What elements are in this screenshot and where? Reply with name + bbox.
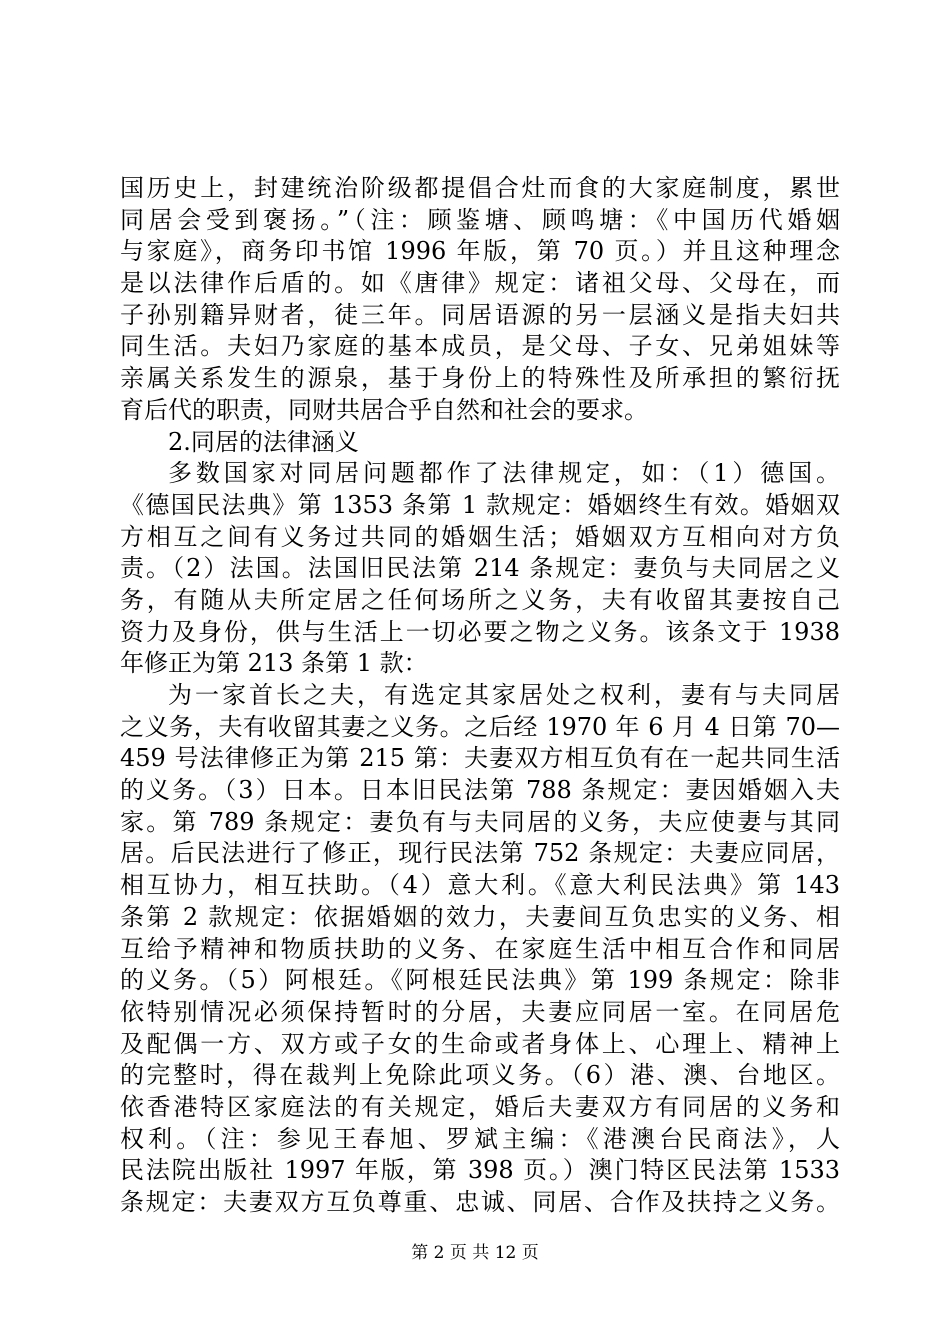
text-line: 的义务。（3）日本。日本旧民法第 788 条规定：妻因婚姻入夫 [120, 776, 840, 805]
body-text [120, 173, 840, 1219]
text-line: 家。第 789 条规定：妻负有与夫同居的义务，夫应使妻与其同 [120, 807, 840, 836]
text-line: 之义务，夫有收留其妻之义务。之后经 1970 年 6 月 4 日第 70— [120, 712, 840, 741]
text-line: 是以法律作后盾的。如《唐律》规定：诸祖父母、父母在，而 [120, 269, 840, 298]
text-line: 条第 2 款规定：依据婚姻的效力，夫妻间互负忠实的义务、相 [120, 902, 840, 931]
text-line: 务，有随从夫所定居之任何场所之义务，夫有收留其妻按自己 [120, 585, 840, 614]
page-number-footer: 第 2 页 共 12 页 [411, 1243, 539, 1263]
text-line: 育后代的职责，同财共居合乎自然和社会的要求。 [120, 395, 648, 424]
text-line: 依香港特区家庭法的有关规定，婚后夫妻双方有同居的义务和 [120, 1092, 840, 1121]
text-line: 同生活。夫妇乃家庭的基本成员，是父母、子女、兄弟姐妹等 [120, 332, 840, 361]
text-line: 子孙别籍异财者，徒三年。同居语源的另一层涵义是指夫妇共 [120, 300, 840, 329]
text-line: 459 号法律修正为第 215 第：夫妻双方相互负有在一起共同生活 [120, 744, 840, 773]
text-line: 居。后民法进行了修正，现行民法第 752 条规定：夫妻应同居， [120, 839, 840, 868]
text-line: 互给予精神和物质扶助的义务、在家庭生活中相互合作和同居 [120, 934, 840, 963]
text-line: 依特别情况必须保持暂时的分居，夫妻应同居一室。在同居危 [120, 997, 840, 1026]
text-line: 国历史上，封建统治阶级都提倡合灶而食的大家庭制度，累世 [120, 174, 840, 202]
text-line: 年修正为第 213 条第 1 款： [120, 649, 428, 678]
paragraph-first-line: 多数国家对同居问题都作了法律规定，如：（1）德国。 [168, 459, 840, 488]
text-line: 责。（2）法国。法国旧民法第 214 条规定：妻负与夫同居之义 [120, 554, 840, 583]
text-line: 资力及身份，供与生活上一切必要之物之义务。该条文于 1938 [120, 617, 840, 646]
paragraph-first-line: 为一家首长之夫，有选定其家居处之权利，妻有与夫同居 [168, 681, 840, 709]
text-line: 的完整时，得在裁判上免除此项义务。（6）港、澳、台地区。 [120, 1061, 840, 1090]
text-line: 同居会受到褒扬。”（注：顾鉴塘、顾鸣塘：《中国历代婚姻 [120, 205, 840, 234]
text-line: 相互协力，相互扶助。（4）意大利。《意大利民法典》第 143 [120, 871, 840, 900]
text-line: 《德国民法典》第 1353 条第 1 款规定：婚姻终生有效。婚姻双 [120, 490, 840, 519]
text-line: 与家庭》，商务印书馆 1996 年版，第 70 页。）并且这种理念 [120, 237, 840, 266]
text-line: 权利。（注：参见王春旭、罗斌主编：《港澳台民商法》，人 [120, 1124, 840, 1153]
text-line: 的义务。（5）阿根廷。《阿根廷民法典》第 199 条规定：除非 [120, 966, 840, 995]
text-line: 方相互之间有义务过共同的婚姻生活；婚姻双方互相向对方负 [120, 522, 840, 551]
section-heading: 2.同居的法律涵义 [168, 427, 359, 456]
text-line: 亲属关系发生的源泉，基于身份上的特殊性及所承担的繁衍抚 [120, 364, 840, 393]
text-line: 民法院出版社 1997 年版，第 398 页。）澳门特区民法第 1533 [120, 1156, 840, 1185]
text-line: 条规定：夫妻双方互负尊重、忠诚、同居、合作及扶持之义务。 [120, 1188, 840, 1216]
text-line: 及配偶一方、双方或子女的生命或者身体上、心理上、精神上 [120, 1029, 840, 1058]
